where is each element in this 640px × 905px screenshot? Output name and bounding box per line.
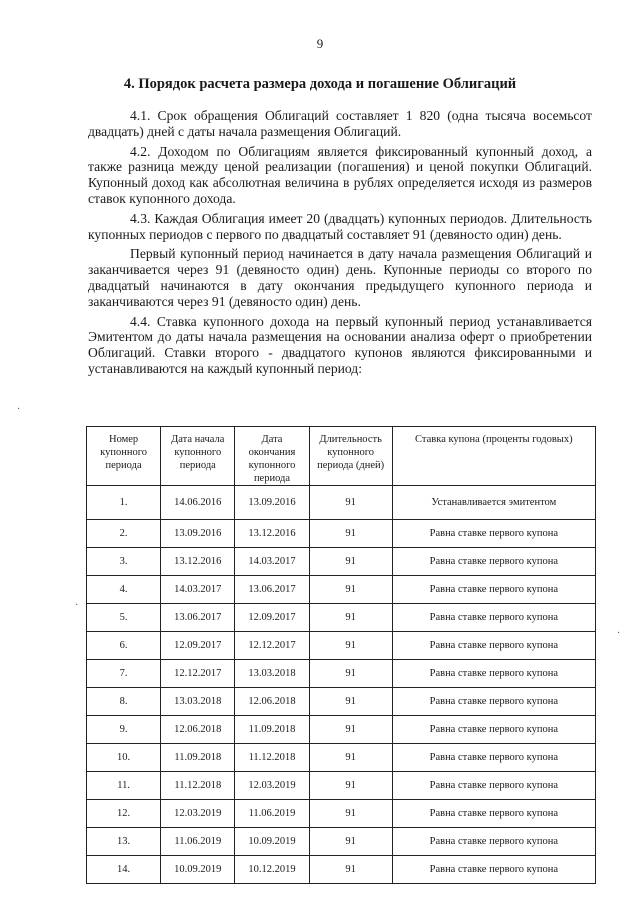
cell-start-date: 12.09.2017 — [161, 632, 235, 660]
cell-duration: 91 — [309, 486, 392, 520]
cell-end-date: 12.03.2019 — [235, 772, 309, 800]
cell-end-date: 10.09.2019 — [235, 828, 309, 856]
cell-coupon-rate: Равна ставке первого купона — [392, 856, 595, 884]
cell-coupon-rate: Равна ставке первого купона — [392, 744, 595, 772]
cell-start-date: 13.03.2018 — [161, 688, 235, 716]
cell-duration: 91 — [309, 576, 392, 604]
cell-end-date: 11.12.2018 — [235, 744, 309, 772]
cell-duration: 91 — [309, 688, 392, 716]
cell-coupon-rate: Равна ставке первого купона — [392, 604, 595, 632]
scan-mark: · — [617, 628, 621, 639]
cell-end-date: 13.12.2016 — [235, 520, 309, 548]
cell-start-date: 14.06.2016 — [161, 486, 235, 520]
cell-start-date: 11.06.2019 — [161, 828, 235, 856]
cell-coupon-rate: Устанавливается эмитентом — [392, 486, 595, 520]
cell-start-date: 12.03.2019 — [161, 800, 235, 828]
cell-duration: 91 — [309, 744, 392, 772]
paragraph-4-4: 4.4. Ставка купонного дохода на первый купонный период устанавливается Эмитентом до даты начала размещения на основании анализа оферт о приобретении Облигаций. Ставки второго - двадцатого купонов являются фиксированными и устанавливаются на каждый купонный период: — [88, 313, 592, 376]
cell-coupon-rate: Равна ставке первого купона — [392, 688, 595, 716]
cell-duration: 91 — [309, 548, 392, 576]
cell-start-date: 13.09.2016 — [161, 520, 235, 548]
cell-period-number: 2. — [87, 520, 161, 548]
table-body — [87, 486, 596, 884]
cell-end-date: 14.03.2017 — [235, 548, 309, 576]
cell-coupon-rate: Равна ставке первого купона — [392, 800, 595, 828]
table-row — [87, 520, 596, 548]
cell-end-date: 10.12.2019 — [235, 856, 309, 884]
table-row — [87, 548, 596, 576]
cell-period-number: 9. — [87, 716, 161, 744]
cell-duration: 91 — [309, 520, 392, 548]
page-number: 9 — [316, 36, 324, 51]
cell-duration: 91 — [309, 660, 392, 688]
cell-coupon-rate: Равна ставке первого купона — [392, 548, 595, 576]
cell-period-number: 13. — [87, 828, 161, 856]
cell-start-date: 11.12.2018 — [161, 772, 235, 800]
table-row — [87, 828, 596, 856]
coupon-table-container — [86, 426, 596, 884]
header-start-date: Дата начала купонного периода — [161, 427, 235, 486]
cell-start-date: 12.06.2018 — [161, 716, 235, 744]
cell-period-number: 7. — [87, 660, 161, 688]
cell-duration: 91 — [309, 772, 392, 800]
cell-coupon-rate: Равна ставке первого купона — [392, 716, 595, 744]
cell-period-number: 6. — [87, 632, 161, 660]
header-end-date: Дата окончания купонного периода — [235, 427, 309, 486]
cell-period-number: 3. — [87, 548, 161, 576]
scan-mark: · — [75, 600, 79, 611]
cell-start-date: 13.06.2017 — [161, 604, 235, 632]
cell-duration: 91 — [309, 856, 392, 884]
cell-period-number: 4. — [87, 576, 161, 604]
table-row — [87, 576, 596, 604]
cell-period-number: 11. — [87, 772, 161, 800]
cell-coupon-rate: Равна ставке первого купона — [392, 828, 595, 856]
cell-end-date: 11.09.2018 — [235, 716, 309, 744]
cell-start-date: 14.03.2017 — [161, 576, 235, 604]
cell-duration: 91 — [309, 716, 392, 744]
paragraph-4-3: 4.3. Каждая Облигация имеет 20 (двадцать) купонных периодов. Длительность купонных периодов с первого по двадцатый составляет 91 (девяносто один) день. — [88, 210, 592, 242]
paragraph-4-1: 4.1. Срок обращения Облигаций составляет 1 820 (одна тысяча восемьсот двадцать) дней с даты начала размещения Облигаций. — [88, 108, 592, 139]
cell-end-date: 12.12.2017 — [235, 632, 309, 660]
header-duration: Длительность купонного периода (дней) — [309, 427, 392, 486]
cell-coupon-rate: Равна ставке первого купона — [392, 520, 595, 548]
cell-duration: 91 — [309, 800, 392, 828]
paragraph-first-period: Первый купонный период начинается в дату начала размещения Облигаций и заканчивается через 91 (девяносто один) день. Купонные периоды со второго по двадцатый начинаются в дату окончания предыдущего купонного периода и заканчиваются через 91 (девяносто один) день. — [88, 246, 592, 309]
cell-period-number: 5. — [87, 604, 161, 632]
scan-mark: · — [17, 404, 21, 415]
header-coupon-rate: Ставка купона (проценты годовых) — [392, 427, 595, 486]
table-row — [87, 772, 596, 800]
cell-end-date: 13.03.2018 — [235, 660, 309, 688]
table-row — [87, 744, 596, 772]
cell-coupon-rate: Равна ставке первого купона — [392, 772, 595, 800]
cell-end-date: 11.06.2019 — [235, 800, 309, 828]
cell-duration: 91 — [309, 604, 392, 632]
table-header-row — [87, 427, 596, 486]
table-row — [87, 856, 596, 884]
cell-end-date: 12.06.2018 — [235, 688, 309, 716]
cell-start-date: 11.09.2018 — [161, 744, 235, 772]
table-row — [87, 716, 596, 744]
cell-period-number: 12. — [87, 800, 161, 828]
cell-duration: 91 — [309, 632, 392, 660]
table-row — [87, 604, 596, 632]
table-row — [87, 486, 596, 520]
cell-coupon-rate: Равна ставке первого купона — [392, 660, 595, 688]
paragraph-4-2: 4.2. Доходом по Облигациям является фиксированный купонный доход, а также разница между ценой реализации (погашения) и ценой покупки Облигаций. Купонный доход как абсолютная величина в рублях определяется исходя из размеров ставок купонного дохода. — [88, 143, 592, 206]
cell-period-number: 10. — [87, 744, 161, 772]
cell-start-date: 13.12.2016 — [161, 548, 235, 576]
cell-coupon-rate: Равна ставке первого купона — [392, 576, 595, 604]
coupon-table — [86, 426, 596, 884]
cell-period-number: 1. — [87, 486, 161, 520]
cell-end-date: 13.09.2016 — [235, 486, 309, 520]
section-title: 4. Порядок расчета размера дохода и погашение Облигаций — [123, 76, 517, 92]
cell-end-date: 13.06.2017 — [235, 576, 309, 604]
cell-end-date: 12.09.2017 — [235, 604, 309, 632]
cell-start-date: 12.12.2017 — [161, 660, 235, 688]
table-row — [87, 688, 596, 716]
table-row — [87, 660, 596, 688]
cell-period-number: 8. — [87, 688, 161, 716]
table-row — [87, 632, 596, 660]
cell-start-date: 10.09.2019 — [161, 856, 235, 884]
cell-duration: 91 — [309, 828, 392, 856]
body-text — [88, 108, 592, 381]
table-row — [87, 800, 596, 828]
cell-period-number: 14. — [87, 856, 161, 884]
header-period-number: Номер купонного периода — [87, 427, 161, 486]
cell-coupon-rate: Равна ставке первого купона — [392, 632, 595, 660]
